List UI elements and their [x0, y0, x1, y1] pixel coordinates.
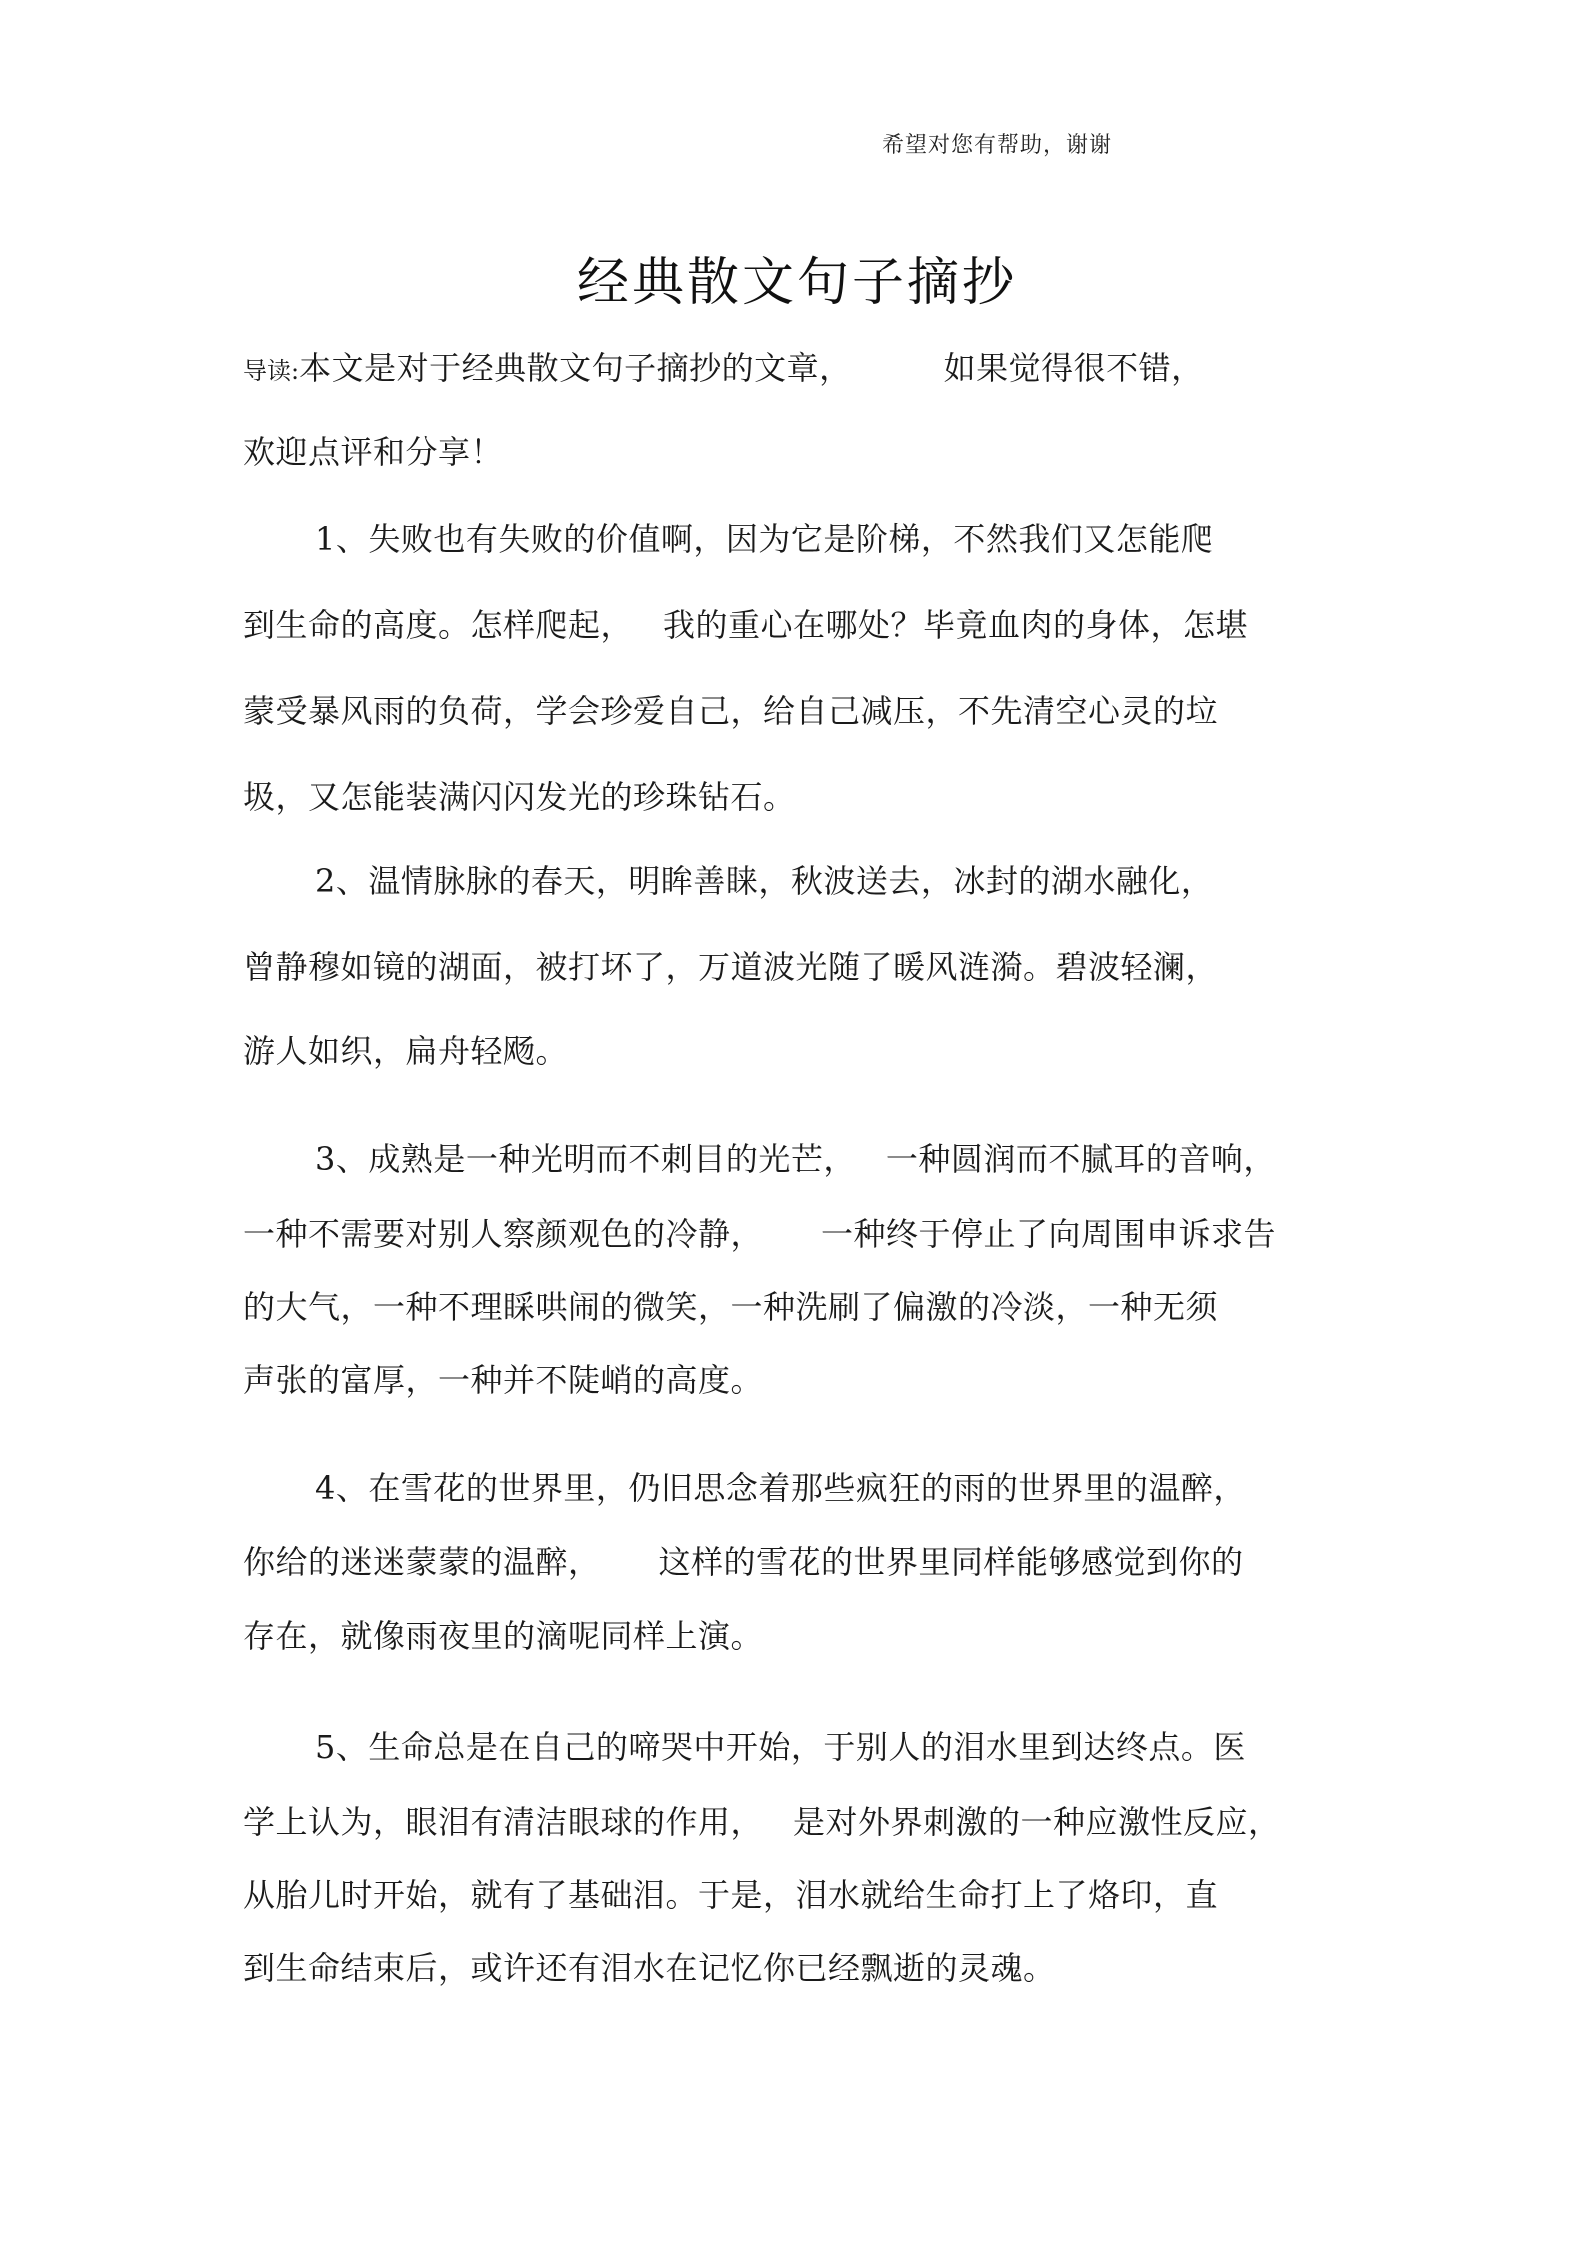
paragraph-4-line-2b: 这样的雪花的世界里同样能够感觉到你的 [658, 1543, 1244, 1581]
paragraph-1-line-4: 圾，又怎能装满闪闪发光的珍珠钻石。 [243, 778, 796, 816]
paragraph-3-line-2 [243, 1214, 1276, 1254]
paragraph-1-line-2 [243, 605, 1248, 645]
intro-text-b: 如果觉得很不错， [943, 349, 1204, 387]
paragraph-5-line-1: 5、生命总是在自己的啼哭中开始，于别人的泪水里到达终点。医 [315, 1728, 1246, 1766]
paragraph-3-line-3: 的大气，一种不理睬哄闹的微笑，一种洗刷了偏激的冷淡，一种无须 [243, 1288, 1219, 1326]
paragraph-4-line-3: 存在，就像雨夜里的滴呢同样上演。 [243, 1617, 764, 1655]
header-note: 希望对您有帮助，谢谢 [882, 133, 1113, 158]
paragraph-2-line-2: 曾静穆如镜的湖面，被打坏了，万道波光随了暖风涟漪。碧波轻澜， [243, 948, 1219, 986]
intro-line-2: 欢迎点评和分享！ [243, 433, 504, 471]
paragraph-5-line-2 [243, 1802, 1281, 1842]
paragraph-2-line-3: 游人如织，扁舟轻飏。 [243, 1032, 569, 1070]
paragraph-5-line-3: 从胎儿时开始，就有了基础泪。于是，泪水就给生命打上了烙印，直 [243, 1876, 1219, 1914]
paragraph-5-line-2b: 是对外界刺激的一种应激性反应， [793, 1803, 1281, 1841]
intro-text-a: 本文是对于经典散文句子摘抄的文章， [299, 349, 852, 387]
paragraph-3-line-4: 声张的富厚，一种并不陡峭的高度。 [243, 1361, 764, 1399]
paragraph-3-line-1a: 3、成熟是一种光明而不刺目的光芒， [315, 1140, 856, 1178]
paragraph-2-line-1: 2、温情脉脉的春天，明眸善睐，秋波送去，冰封的湖水融化， [315, 862, 1214, 900]
paragraph-1-line-2b: 我的重心在哪处？毕竟血肉的身体，怎堪 [663, 606, 1249, 644]
intro-line-1 [243, 348, 1204, 388]
paragraph-3-line-2b: 一种终于停止了向周围申诉求告 [821, 1215, 1277, 1253]
paragraph-3-line-2a: 一种不需要对别人察颜观色的冷静， [243, 1215, 764, 1253]
paragraph-1-line-2a: 到生命的高度。怎样爬起， [243, 606, 634, 644]
paragraph-5-line-2a: 学上认为，眼泪有清洁眼球的作用， [243, 1803, 764, 1841]
paragraph-4-line-2a: 你给的迷迷蒙蒙的温醉， [243, 1543, 601, 1581]
paragraph-3-line-1b: 一种圆润而不腻耳的音响， [885, 1140, 1276, 1178]
paragraph-5-line-4: 到生命结束后，或许还有泪水在记忆你已经飘逝的灵魂。 [243, 1949, 1056, 1987]
paragraph-4-line-2 [243, 1542, 1244, 1582]
paragraph-1-line-1: 1、失败也有失败的价值啊，因为它是阶梯，不然我们又怎能爬 [315, 520, 1214, 558]
paragraph-1-line-3: 蒙受暴风雨的负荷，学会珍爱自己，给自己减压，不先清空心灵的垃 [243, 692, 1219, 730]
intro-label: 导读: [243, 357, 300, 385]
paragraph-3-line-1 [315, 1139, 1276, 1179]
document-title: 经典散文句子摘抄 [576, 253, 1017, 313]
paragraph-4-line-1: 4、在雪花的世界里，仍旧思念着那些疯狂的雨的世界里的温醉， [315, 1469, 1246, 1507]
